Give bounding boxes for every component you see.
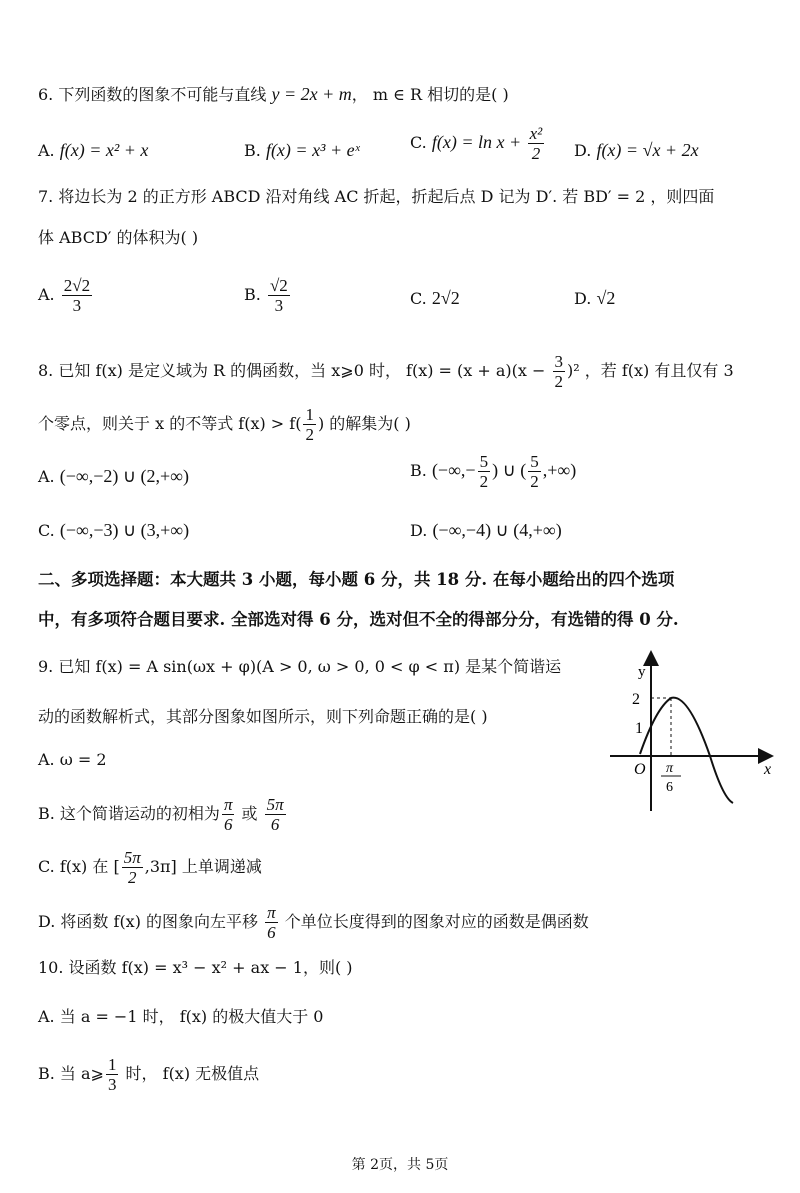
- origin-label: O: [634, 761, 646, 778]
- x-label: x: [764, 761, 772, 778]
- option-label: B.: [244, 141, 261, 160]
- denominator: 2: [305, 425, 314, 444]
- option-text: B. 当 a⩾: [38, 1064, 104, 1083]
- numerator: 5: [479, 452, 489, 471]
- numerator: 1: [107, 1055, 117, 1074]
- fraction: [265, 795, 286, 834]
- q8-option-c: [38, 520, 189, 541]
- q6-math: y = 2x + m: [271, 84, 352, 104]
- q8-line2: [38, 405, 411, 444]
- fraction: [106, 1055, 119, 1094]
- denominator: 2: [127, 868, 137, 887]
- q10-option-a: A. 当 a = −1 时， f(x) 的极大值大于 0: [38, 1007, 324, 1026]
- numerator: 5π: [123, 848, 141, 867]
- q9-option-a: A. ω = 2: [38, 750, 107, 769]
- option-text: 2√2: [431, 288, 460, 308]
- option-label: D.: [410, 521, 428, 540]
- numerator: 3: [554, 352, 564, 371]
- q7-option-a: [38, 276, 94, 315]
- q9-option-b: [38, 795, 288, 834]
- q10-stem: 10. 设函数 f(x) = x³ − x² + ax − 1，则( ): [38, 958, 353, 977]
- option-text: f(x) = x² + x: [59, 140, 149, 160]
- q9-line2: 动的函数解析式，其部分图象如图所示，则下列命题正确的是( ): [38, 707, 488, 726]
- fraction: [265, 903, 278, 942]
- fraction: [122, 848, 143, 887]
- q6-text: 6. 下列函数的图象不可能与直线: [38, 85, 272, 104]
- denominator: 2: [530, 472, 539, 491]
- option-label: B.: [410, 461, 427, 480]
- option-text: 时， f(x) 无极值点: [120, 1064, 260, 1083]
- option-text: B. 这个简谐运动的初相为: [38, 804, 220, 823]
- option-text: C. f(x) 在 [: [38, 857, 120, 876]
- option-label: A.: [38, 285, 55, 304]
- q8-option-d: [410, 520, 562, 541]
- option-text: D. 将函数 f(x) 的图象向左平移: [38, 912, 264, 931]
- denominator: 3: [274, 296, 284, 315]
- fraction: [528, 124, 545, 163]
- option-text: 或: [236, 804, 263, 823]
- section2-line2: 中，有多项符合题目要求. 全部选对得 6 分，选对但不全的得部分分，有选错的得 0 分.: [38, 610, 679, 629]
- fraction: [268, 276, 290, 315]
- option-label: C.: [410, 133, 427, 152]
- option-text: f(x) = ln x +: [431, 132, 526, 152]
- denominator: 3: [107, 1075, 117, 1094]
- fraction: [553, 352, 566, 391]
- numerator: π: [267, 903, 276, 922]
- numerator: 5: [530, 452, 539, 471]
- q8-text: 个零点，则关于 x 的不等式 f(x) > f(: [38, 414, 302, 433]
- fraction: [478, 452, 491, 491]
- option-text: f(x) = x³ + eˣ: [265, 140, 360, 160]
- q6-text-b: ， m ∈ R 相切的是( ): [351, 85, 509, 104]
- denominator: 2: [479, 472, 489, 491]
- y-tick-2: 2: [632, 691, 640, 708]
- q9-option-c: [38, 848, 262, 887]
- denominator: 3: [72, 296, 82, 315]
- option-text: ,3π] 上单调递减: [144, 857, 262, 876]
- fraction: [528, 452, 541, 491]
- q6-option-d: [574, 140, 699, 161]
- denominator: 6: [270, 815, 280, 834]
- section2-line1: 二、多项选择题：本大题共 3 小题，每小题 6 分，共 18 分. 在每小题给出的四个选项: [38, 570, 675, 589]
- q6-option-a: [38, 140, 148, 161]
- numerator: 1: [305, 405, 314, 424]
- q7-option-b: [244, 276, 292, 315]
- q6-stem: [38, 84, 509, 105]
- option-text: (−∞,−3) ∪ (3,+∞): [59, 520, 190, 540]
- option-text: ) ∪ (: [492, 460, 527, 480]
- option-label: B.: [244, 285, 261, 304]
- option-text: (−∞,−2) ∪ (2,+∞): [59, 466, 190, 486]
- q9-option-d: [38, 903, 589, 942]
- option-label: A.: [38, 467, 55, 486]
- option-text: √2: [596, 288, 616, 308]
- q7-line2: 体 ABCD′ 的体积为( ): [38, 228, 199, 247]
- option-label: D.: [574, 141, 592, 160]
- fraction: [303, 405, 316, 444]
- q6-option-b: [244, 140, 360, 161]
- option-label: C.: [410, 289, 427, 308]
- fraction: [62, 276, 92, 315]
- numerator: x²: [529, 124, 543, 143]
- numerator: 5π: [266, 795, 284, 814]
- q6-option-c: [410, 124, 546, 163]
- q7-line1: 7. 将边长为 2 的正方形 ABCD 沿对角线 AC 折起，折起后点 D 记为 D′. 若 BD′ = 2 ，则四面: [38, 187, 715, 206]
- q8-text-b: ) 的解集为( ): [317, 414, 411, 433]
- denominator: 2: [554, 372, 564, 391]
- option-label: A.: [38, 141, 55, 160]
- option-text: ,+∞): [542, 460, 577, 480]
- numerator: π: [223, 795, 233, 814]
- option-label: D.: [574, 289, 592, 308]
- q10-option-b: [38, 1055, 259, 1094]
- q7-option-c: [410, 288, 460, 309]
- sine-curve: [640, 698, 733, 803]
- denominator: 6: [267, 923, 276, 942]
- denominator: 6: [223, 815, 233, 834]
- y-tick-1: 1: [635, 720, 643, 737]
- q8-option-b: [410, 452, 576, 491]
- page-footer: 第 2页，共 5页: [351, 1157, 449, 1173]
- denominator: 2: [531, 144, 541, 163]
- option-text: (−∞,−: [431, 460, 476, 480]
- q8-option-a: [38, 466, 189, 487]
- q8-line1: [38, 352, 734, 391]
- option-label: C.: [38, 521, 55, 540]
- q9-sine-graph: [598, 648, 783, 813]
- x-tick-numerator: π: [666, 761, 674, 776]
- option-text: f(x) = √x + 2x: [596, 140, 699, 160]
- option-text: 个单位长度得到的图象对应的函数是偶函数: [279, 912, 589, 931]
- fraction: [222, 795, 235, 834]
- q8-text-b: )² ，若 f(x) 有且仅有 3: [567, 361, 734, 380]
- numerator: √2: [269, 276, 288, 295]
- numerator: 2√2: [63, 276, 91, 295]
- q8-text: 8. 已知 f(x) 是定义域为 R 的偶函数，当 x⩾0 时， f(x) = (x + a)(x −: [38, 361, 551, 380]
- x-tick-denominator: 6: [666, 780, 673, 795]
- y-label: y: [638, 664, 646, 680]
- q9-line1: 9. 已知 f(x) = A sin(ωx + φ)(A > 0, ω > 0, 0 < φ < π) 是某个简谐运: [38, 657, 562, 676]
- option-text: (−∞,−4) ∪ (4,+∞): [432, 520, 562, 540]
- q7-option-d: [574, 288, 615, 309]
